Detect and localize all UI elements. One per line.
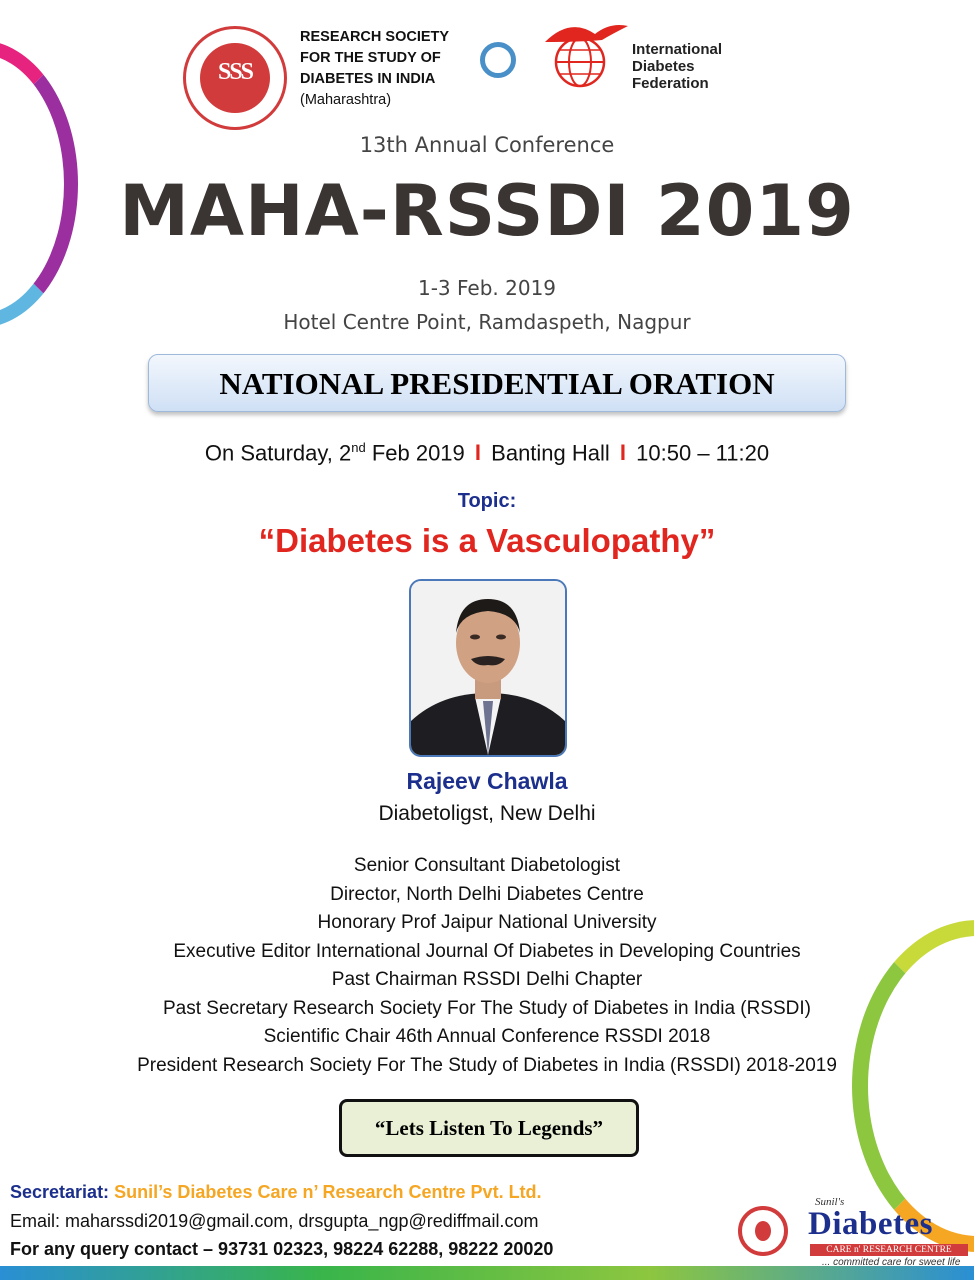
- heart-hands-icon: [738, 1206, 788, 1256]
- rssdi-name-line: DIABETES IN INDIA: [300, 71, 436, 87]
- schedule-day-suffix: nd: [351, 440, 366, 455]
- schedule-line: [0, 440, 974, 466]
- separator-bar: I: [474, 440, 482, 466]
- secretariat-label: Secretariat:: [10, 1182, 110, 1202]
- schedule-time: 10:50 – 11:20: [636, 440, 770, 466]
- idf-globe-bird-logo: [540, 12, 635, 92]
- oration-title-banner: NATIONAL PRESIDENTIAL ORATION: [148, 354, 846, 412]
- speaker-location: Diabetoligst, New Delhi: [378, 802, 596, 825]
- idf-name: [632, 41, 722, 92]
- secretariat-line: [10, 1182, 542, 1203]
- schedule-hall: Banting Hall: [491, 440, 610, 466]
- sponsor-logo-small: Sunil's: [815, 1196, 845, 1208]
- conference-edition: 13th Annual Conference: [359, 133, 615, 157]
- email-line: Email: maharssdi2019@gmail.com, drsgupta_ngp@rediffmail.com: [10, 1211, 539, 1231]
- contact-line: For any query contact – 93731 02323, 98224 62288, 98222 20020: [10, 1239, 554, 1259]
- idf-name-line: International: [632, 41, 723, 58]
- secretariat-org: Sunil’s Diabetes Care n’ Research Centre Pvt. Ltd.: [114, 1182, 542, 1202]
- credential-item: Executive Editor International Journal Of Diabetes in Developing Countries: [173, 940, 801, 962]
- speaker-photo: [409, 579, 567, 757]
- tagline-box: “Lets Listen To Legends”: [339, 1099, 639, 1157]
- credential-item: Past Chairman RSSDI Delhi Chapter: [331, 969, 643, 990]
- rssdi-name-line: FOR THE STUDY OF: [300, 50, 441, 66]
- credential-item: Director, North Delhi Diabetes Centre: [330, 883, 644, 905]
- schedule-date: Feb 2019: [365, 440, 465, 466]
- schedule-day: On Saturday, 2: [204, 440, 352, 466]
- sponsor-logo-tagline: ... committed care for sweet life: [822, 1257, 961, 1268]
- conference-venue: Hotel Centre Point, Ramdaspeth, Nagpur: [283, 310, 691, 334]
- sponsor-logo-bar: CARE n' RESEARCH CENTRE: [810, 1244, 968, 1256]
- topic-title: “Diabetes is a Vasculopathy”: [258, 522, 716, 559]
- topic-label: Topic:: [457, 490, 517, 512]
- conference-dates: 1-3 Feb. 2019: [417, 276, 557, 300]
- circle-divider-icon: [480, 42, 516, 78]
- separator-bar: I: [619, 440, 627, 466]
- credential-item: President Research Society For The Study of Diabetes in India (RSSDI) 2018-2019: [137, 1054, 837, 1076]
- rssdi-seal-logo: SSS: [183, 26, 287, 130]
- credential-item: Senior Consultant Diabetologist: [353, 855, 621, 876]
- speaker-name: Rajeev Chawla: [406, 768, 568, 794]
- rssdi-name: [300, 27, 449, 111]
- rssdi-name-line: RESEARCH SOCIETY: [300, 29, 450, 45]
- credential-item: Scientific Chair 46th Annual Conference RSSDI 2018: [263, 1026, 711, 1047]
- idf-name-line: Diabetes: [632, 58, 695, 75]
- credential-item: Honorary Prof Jaipur National University: [317, 912, 657, 933]
- sponsor-logo-name: Diabetes: [808, 1206, 933, 1242]
- credential-item: Past Secretary Research Society For The Study of Diabetes in India (RSSDI): [162, 997, 812, 1019]
- conference-title: MAHA-RSSDI 2019: [119, 170, 855, 252]
- rssdi-subtitle: (Maharashtra): [300, 92, 392, 108]
- decorative-bottom-stripe: [0, 1266, 974, 1280]
- speaker-credentials: [0, 852, 974, 1080]
- idf-name-line: Federation: [632, 75, 709, 92]
